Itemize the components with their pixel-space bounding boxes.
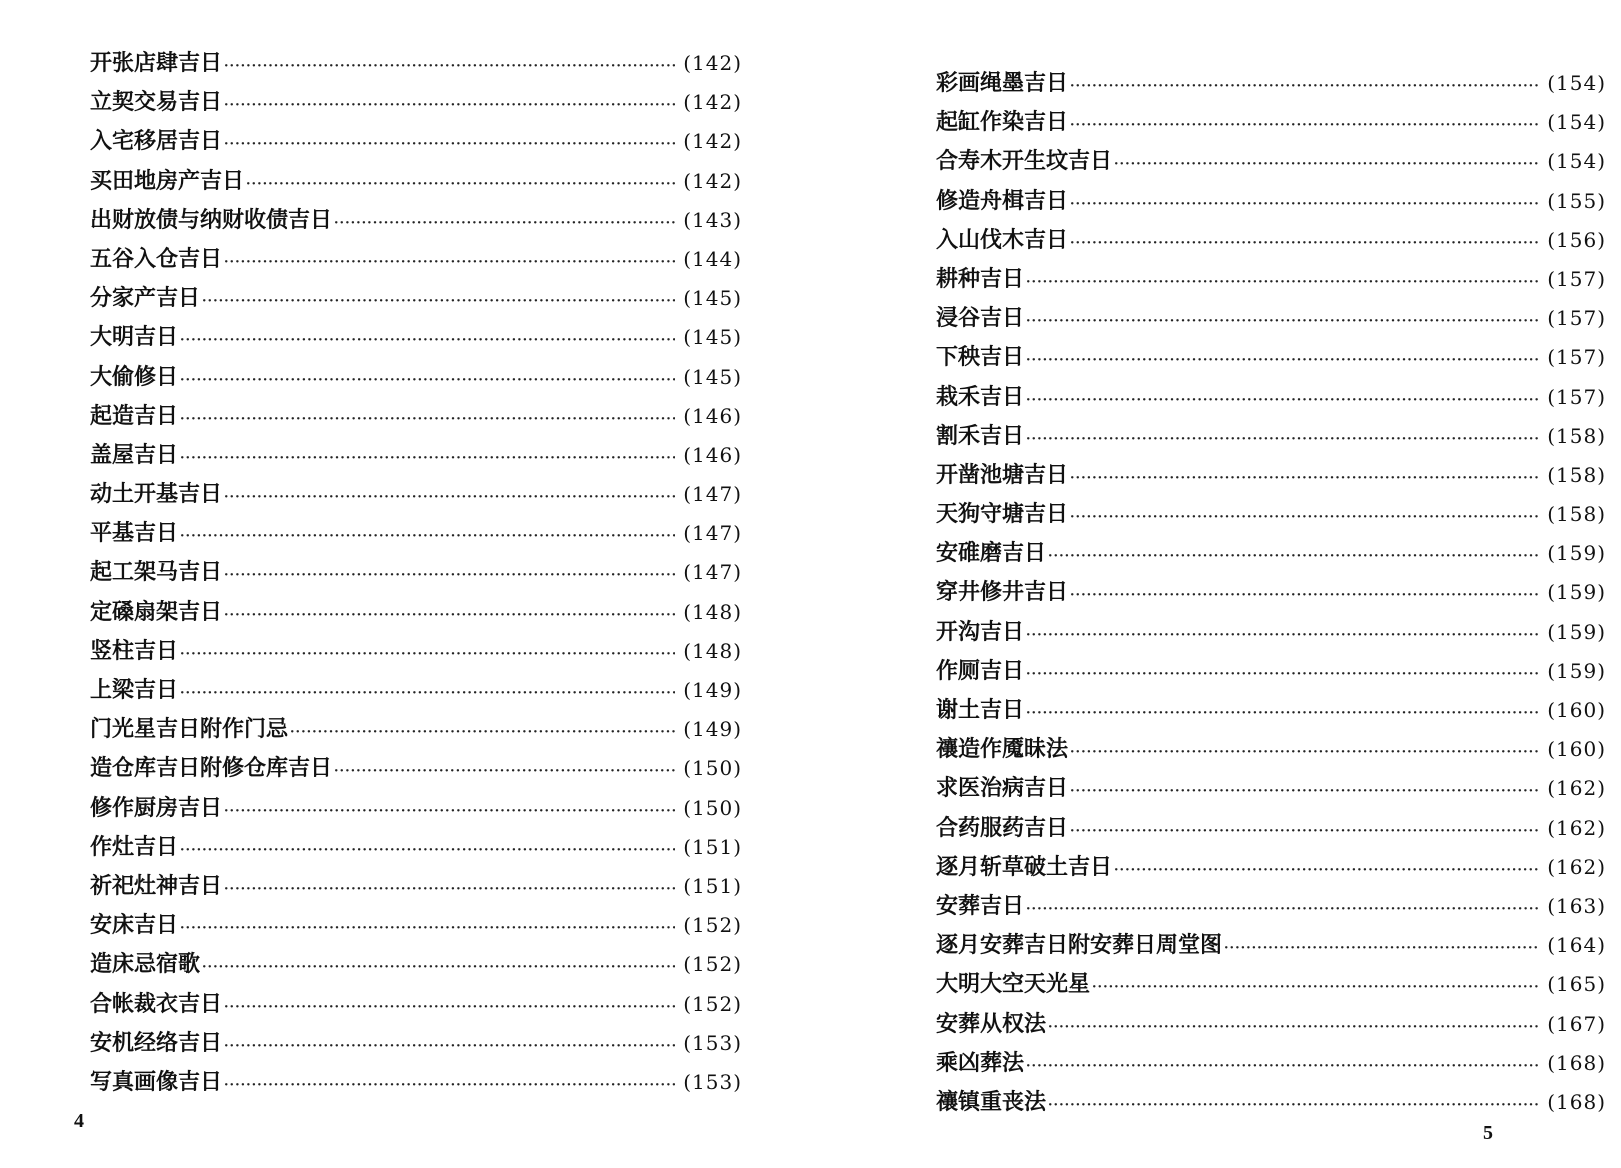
- dot-leader: [1070, 459, 1539, 498]
- toc-entry[interactable]: [936, 142, 1606, 181]
- entry-title: 逐月斩草破土吉日: [936, 853, 1113, 880]
- toc-entry[interactable]: [936, 1044, 1606, 1083]
- entry-page-number: (153): [683, 1030, 742, 1055]
- toc-entry[interactable]: [936, 965, 1606, 1004]
- entry-title: 竖柱吉日: [90, 637, 179, 664]
- dot-leader: [246, 165, 675, 204]
- dot-leader: [180, 400, 675, 439]
- dot-leader: [1026, 1047, 1539, 1086]
- entry-page-number: (159): [1547, 619, 1606, 644]
- dot-leader: [1026, 381, 1539, 420]
- dot-leader: [224, 478, 675, 517]
- dot-leader: [1026, 694, 1539, 733]
- dot-leader: [202, 282, 675, 321]
- toc-entry[interactable]: [90, 789, 742, 828]
- dot-leader: [1114, 851, 1539, 890]
- entry-page-number: (148): [683, 599, 742, 624]
- dot-leader: [224, 1027, 675, 1066]
- entry-page-number: (147): [683, 482, 742, 507]
- toc-entry[interactable]: [90, 632, 742, 671]
- toc-list-left: [90, 44, 742, 1102]
- entry-title: 入山伐木吉日: [936, 226, 1069, 253]
- entry-page-number: (157): [1547, 384, 1606, 409]
- toc-entry[interactable]: [936, 887, 1606, 926]
- entry-title: 祈祀灶神吉日: [90, 872, 223, 899]
- dot-leader: [180, 674, 675, 713]
- dot-leader: [224, 125, 675, 164]
- entry-page-number: (149): [683, 678, 742, 702]
- entry-page-number: (147): [683, 560, 742, 585]
- dot-leader: [1070, 185, 1539, 224]
- entry-title: 上梁吉日: [90, 677, 179, 703]
- dot-leader: [1070, 67, 1539, 106]
- entry-page-number: (152): [683, 991, 742, 1016]
- toc-entry[interactable]: [936, 652, 1606, 691]
- entry-page-number: (143): [683, 207, 742, 232]
- entry-title: 安床吉日: [90, 912, 179, 939]
- dot-leader: [202, 948, 675, 987]
- toc-entry[interactable]: [936, 338, 1606, 377]
- toc-entry[interactable]: [936, 534, 1606, 573]
- entry-page-number: (162): [1547, 815, 1606, 840]
- dot-leader: [224, 870, 675, 909]
- toc-entry[interactable]: [90, 1063, 742, 1102]
- entry-page-number: (164): [1547, 933, 1606, 958]
- entry-title: 定磉扇架吉日: [90, 598, 223, 625]
- dot-leader: [1092, 968, 1539, 1007]
- toc-entry[interactable]: [90, 710, 742, 749]
- entry-title: 安碓磨吉日: [936, 540, 1047, 567]
- entry-title: 起工架马吉日: [90, 559, 223, 586]
- toc-entry[interactable]: [936, 809, 1606, 848]
- page-number-left: 4: [74, 1110, 84, 1132]
- toc-entry[interactable]: [90, 985, 742, 1024]
- entry-page-number: (154): [1547, 110, 1606, 135]
- entry-page-number: (165): [1547, 972, 1606, 997]
- entry-page-number: (142): [683, 168, 742, 193]
- dot-leader: [180, 831, 675, 870]
- dot-leader: [1070, 106, 1539, 145]
- entry-page-number: (151): [683, 873, 742, 898]
- entry-title: 平基吉日: [90, 520, 179, 547]
- entry-title: 大偷修日: [90, 363, 179, 390]
- entry-page-number: (146): [683, 442, 742, 467]
- entry-page-number: (168): [1547, 1050, 1606, 1075]
- dot-leader: [224, 1066, 675, 1105]
- entry-page-number: (158): [1547, 423, 1606, 448]
- dot-leader: [224, 86, 675, 125]
- page-number-right: 5: [1483, 1122, 1493, 1144]
- entry-page-number: (144): [683, 246, 742, 271]
- toc-entry[interactable]: [936, 456, 1606, 495]
- entry-title: 作灶吉日: [90, 833, 179, 860]
- entry-title: 写真画像吉日: [90, 1068, 223, 1095]
- entry-page-number: (159): [1547, 580, 1606, 605]
- entry-page-number: (152): [683, 952, 742, 977]
- dot-leader: [1026, 655, 1539, 694]
- entry-title: 修作厨房吉日: [90, 794, 223, 821]
- dot-leader: [1026, 341, 1539, 380]
- dot-leader: [224, 243, 675, 282]
- toc-entry[interactable]: [90, 279, 742, 318]
- entry-title: 门光星吉日附作门忌: [90, 716, 289, 743]
- toc-entry[interactable]: [90, 475, 742, 514]
- dot-leader: [1070, 812, 1539, 851]
- entry-page-number: (157): [1547, 345, 1606, 370]
- entry-title: 天狗守塘吉日: [936, 501, 1069, 528]
- dot-leader: [180, 439, 675, 478]
- entry-page-number: (146): [683, 403, 742, 428]
- entry-page-number: (154): [1547, 71, 1606, 95]
- entry-page-number: (160): [1547, 737, 1606, 762]
- right-page: [810, 0, 1621, 1168]
- dot-leader: [180, 517, 675, 556]
- entry-page-number: (152): [683, 913, 742, 938]
- entry-title: 合帐裁衣吉日: [90, 990, 223, 1017]
- toc-list-right: [936, 64, 1606, 1122]
- entry-page-number: (162): [1547, 854, 1606, 879]
- toc-entry[interactable]: [936, 613, 1606, 652]
- dot-leader: [180, 321, 675, 360]
- entry-page-number: (150): [683, 795, 742, 820]
- entry-title: 割禾吉日: [936, 422, 1025, 449]
- toc-entry[interactable]: [936, 691, 1606, 730]
- entry-title: 安葬吉日: [936, 892, 1025, 919]
- entry-page-number: (142): [683, 90, 742, 115]
- entry-title: 开张店肆吉日: [90, 50, 223, 76]
- entry-title: 禳造作魇昧法: [936, 736, 1069, 763]
- entry-title: 五谷入仓吉日: [90, 245, 223, 272]
- dot-leader: [1070, 733, 1539, 772]
- toc-entry[interactable]: [90, 749, 742, 788]
- toc-entry[interactable]: [90, 201, 742, 240]
- entry-page-number: (159): [1547, 658, 1606, 683]
- entry-page-number: (142): [683, 129, 742, 154]
- entry-title: 开沟吉日: [936, 618, 1025, 645]
- entry-title: 禳镇重丧法: [936, 1088, 1047, 1115]
- dot-leader: [290, 713, 675, 752]
- dot-leader: [1070, 498, 1539, 537]
- dot-leader: [1048, 537, 1539, 576]
- entry-page-number: (160): [1547, 698, 1606, 722]
- entry-page-number: (147): [683, 521, 742, 546]
- entry-title: 开凿池塘吉日: [936, 461, 1069, 488]
- entry-page-number: (151): [683, 834, 742, 859]
- entry-title: 下秧吉日: [936, 344, 1025, 371]
- entry-title: 造床忌宿歌: [90, 951, 201, 978]
- toc-entry[interactable]: [90, 318, 742, 357]
- entry-page-number: (162): [1547, 776, 1606, 801]
- toc-entry[interactable]: [936, 103, 1606, 142]
- entry-title: 出财放债与纳财收债吉日: [90, 206, 333, 233]
- entry-page-number: (155): [1547, 188, 1606, 213]
- dot-leader: [1224, 929, 1539, 968]
- entry-title: 合寿木开生坟吉日: [936, 148, 1113, 175]
- toc-entry[interactable]: [90, 945, 742, 984]
- toc-entry[interactable]: [936, 730, 1606, 769]
- entry-page-number: (150): [683, 756, 742, 781]
- entry-title: 浸谷吉日: [936, 305, 1025, 332]
- toc-entry[interactable]: [90, 358, 742, 397]
- entry-page-number: (154): [1547, 149, 1606, 174]
- toc-entry[interactable]: [936, 221, 1606, 260]
- toc-entry[interactable]: [90, 436, 742, 475]
- entry-page-number: (145): [683, 364, 742, 389]
- entry-title: 造仓库吉日附修仓库吉日: [90, 755, 333, 782]
- entry-title: 买田地房产吉日: [90, 167, 245, 194]
- toc-entry[interactable]: [936, 495, 1606, 534]
- dot-leader: [224, 556, 675, 595]
- entry-page-number: (167): [1547, 1011, 1606, 1036]
- toc-entry[interactable]: [936, 1005, 1606, 1044]
- dot-leader: [1026, 890, 1539, 929]
- entry-page-number: (156): [1547, 227, 1606, 252]
- entry-title: 合药服药吉日: [936, 814, 1069, 841]
- entry-title: 动土开基吉日: [90, 481, 223, 508]
- dot-leader: [1070, 576, 1539, 615]
- entry-title: 盖屋吉日: [90, 441, 179, 468]
- dot-leader: [180, 361, 675, 400]
- dot-leader: [1114, 145, 1539, 184]
- toc-entry[interactable]: [936, 573, 1606, 612]
- toc-entry[interactable]: [936, 769, 1606, 808]
- dot-leader: [1026, 420, 1539, 459]
- entry-title: 大明吉日: [90, 324, 179, 351]
- left-page: [0, 0, 810, 1168]
- entry-page-number: (145): [683, 325, 742, 350]
- entry-page-number: (163): [1547, 893, 1606, 918]
- dot-leader: [1048, 1008, 1539, 1047]
- toc-entry[interactable]: [90, 514, 742, 553]
- dot-leader: [1070, 772, 1539, 811]
- toc-entry[interactable]: [936, 182, 1606, 221]
- dot-leader: [180, 635, 675, 674]
- entry-title: 谢土吉日: [936, 697, 1025, 723]
- entry-title: 安机经络吉日: [90, 1029, 223, 1056]
- entry-page-number: (145): [683, 286, 742, 311]
- entry-page-number: (148): [683, 638, 742, 663]
- toc-entry[interactable]: [936, 299, 1606, 338]
- entry-page-number: (168): [1547, 1089, 1606, 1114]
- toc-entry[interactable]: [90, 240, 742, 279]
- toc-entry[interactable]: [936, 848, 1606, 887]
- entry-title: 安葬从权法: [936, 1010, 1047, 1037]
- toc-entry[interactable]: [90, 1024, 742, 1063]
- entry-title: 乘凶葬法: [936, 1049, 1025, 1076]
- toc-entry[interactable]: [90, 593, 742, 632]
- toc-entry[interactable]: [90, 671, 742, 710]
- toc-entry[interactable]: [90, 906, 742, 945]
- entry-page-number: (153): [683, 1069, 742, 1094]
- entry-page-number: (157): [1547, 266, 1606, 291]
- toc-entry[interactable]: [90, 83, 742, 122]
- entry-title: 分家产吉日: [90, 285, 201, 312]
- dot-leader: [224, 596, 675, 635]
- entry-title: 起造吉日: [90, 402, 179, 429]
- entry-title: 修造舟楫吉日: [936, 187, 1069, 214]
- toc-entry[interactable]: [90, 553, 742, 592]
- toc-entry[interactable]: [936, 1083, 1606, 1122]
- dot-leader: [180, 909, 675, 948]
- entry-title: 作厕吉日: [936, 657, 1025, 684]
- toc-entry[interactable]: [90, 867, 742, 906]
- toc-entry[interactable]: [90, 162, 742, 201]
- entry-title: 彩画绳墨吉日: [936, 70, 1069, 96]
- entry-page-number: (159): [1547, 541, 1606, 566]
- dot-leader: [224, 47, 675, 86]
- entry-title: 立契交易吉日: [90, 89, 223, 116]
- toc-entry[interactable]: [90, 44, 742, 83]
- toc-entry[interactable]: [936, 64, 1606, 103]
- dot-leader: [334, 752, 675, 791]
- entry-title: 大明大空天光星: [936, 971, 1091, 998]
- toc-entry[interactable]: [936, 417, 1606, 456]
- dot-leader: [1026, 302, 1539, 341]
- entry-page-number: (157): [1547, 306, 1606, 331]
- entry-title: 逐月安葬吉日附安葬日周堂图: [936, 932, 1223, 959]
- dot-leader: [224, 792, 675, 831]
- dot-leader: [334, 204, 675, 243]
- toc-entry[interactable]: [90, 828, 742, 867]
- entry-title: 求医治病吉日: [936, 775, 1069, 802]
- dot-leader: [1048, 1086, 1539, 1125]
- toc-entry[interactable]: [936, 378, 1606, 417]
- toc-entry[interactable]: [936, 260, 1606, 299]
- dot-leader: [224, 988, 675, 1027]
- entry-page-number: (142): [683, 51, 742, 75]
- entry-page-number: (158): [1547, 462, 1606, 487]
- entry-title: 耕种吉日: [936, 265, 1025, 292]
- toc-entry[interactable]: [90, 122, 742, 161]
- dot-leader: [1070, 224, 1539, 263]
- entry-title: 栽禾吉日: [936, 383, 1025, 410]
- entry-title: 穿井修井吉日: [936, 579, 1069, 606]
- dot-leader: [1026, 616, 1539, 655]
- entry-page-number: (149): [683, 717, 742, 742]
- dot-leader: [1026, 263, 1539, 302]
- toc-entry[interactable]: [936, 926, 1606, 965]
- entry-title: 入宅移居吉日: [90, 128, 223, 155]
- toc-entry[interactable]: [90, 397, 742, 436]
- entry-page-number: (158): [1547, 502, 1606, 527]
- entry-title: 起缸作染吉日: [936, 109, 1069, 136]
